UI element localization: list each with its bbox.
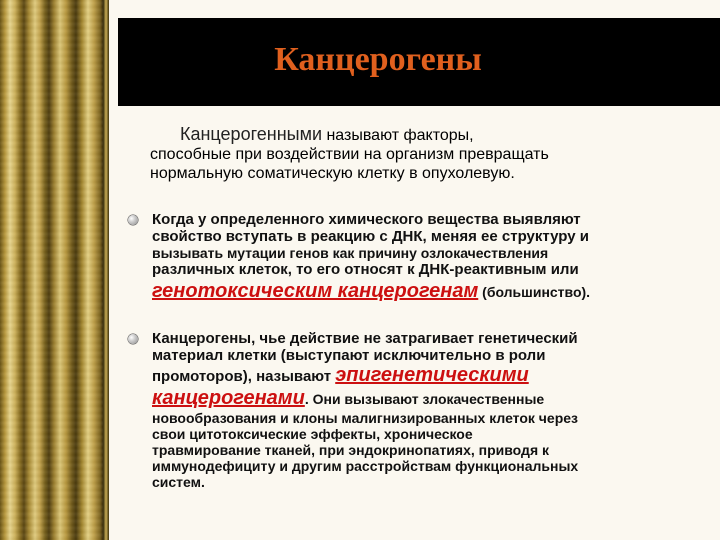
- intro-paragraph: [150, 124, 710, 183]
- frame-border-strip: [103, 0, 109, 540]
- genotoxic-term: генотоксическим канцерогенам: [152, 280, 479, 302]
- bullet-1-line-4: различных клеток, то его относят к ДНК-реактивным или: [152, 261, 579, 278]
- bullet-2-line-4-rest: . Они вызывают злокачественные: [304, 391, 545, 407]
- bullet-2-line-9: систем.: [152, 474, 205, 490]
- bullet-2-line-4: [152, 388, 712, 410]
- bullet-2-line-7: травмирование тканей, при эндокринопатиях, приводя к: [152, 442, 550, 458]
- bullet-2-line-5: новообразования и клоны малигнизированных клеток через: [152, 410, 579, 426]
- bullet-2: [152, 330, 712, 490]
- bullet-2-line-1: Канцерогены, чье действие не затрагивает генетический: [152, 330, 578, 347]
- bullet-1: [152, 211, 712, 303]
- bullet-2-line-3-pre: промоторов), называют: [152, 368, 336, 385]
- bullet-2-line-8: иммунодефициту и другим расстройствам функциональных: [152, 458, 579, 474]
- bullet-1-line-5: [152, 280, 712, 303]
- intro-line-1-rest: называют факторы,: [322, 127, 474, 144]
- bullet-1-line-1: Когда у определенного химического вещества выявляют: [152, 211, 581, 228]
- intro-line-2: способные при воздействии на организм превращать: [150, 146, 549, 163]
- intro-term: Канцерогенными: [180, 124, 323, 144]
- decorative-gold-frame: [0, 0, 103, 540]
- intro-line-3: нормальную соматическую клетку в опухолевую.: [150, 165, 515, 182]
- intro-line-1: [150, 124, 710, 145]
- slide-title: Канцерогены: [274, 41, 482, 78]
- bullet-2-line-2: материал клетки (выступают исключительно в роли: [152, 347, 546, 364]
- bullet-2-line-6: свои цитотоксические эффекты, хроническое: [152, 426, 473, 442]
- bullet-icon: [128, 334, 138, 344]
- epigenetic-term-2: канцерогенами: [152, 387, 305, 409]
- bullet-1-tail: (большинство).: [478, 284, 591, 300]
- bullet-1-line-2: свойство вступать в реакцию с ДНК, меняя ее структуру и: [152, 228, 589, 245]
- epigenetic-term-1: эпигенетическими: [335, 364, 529, 386]
- bullet-icon: [128, 215, 138, 225]
- bullet-1-line-3: вызывать мутации генов как причину озлокачествления: [152, 245, 549, 261]
- bullet-2-line-3: [152, 364, 712, 388]
